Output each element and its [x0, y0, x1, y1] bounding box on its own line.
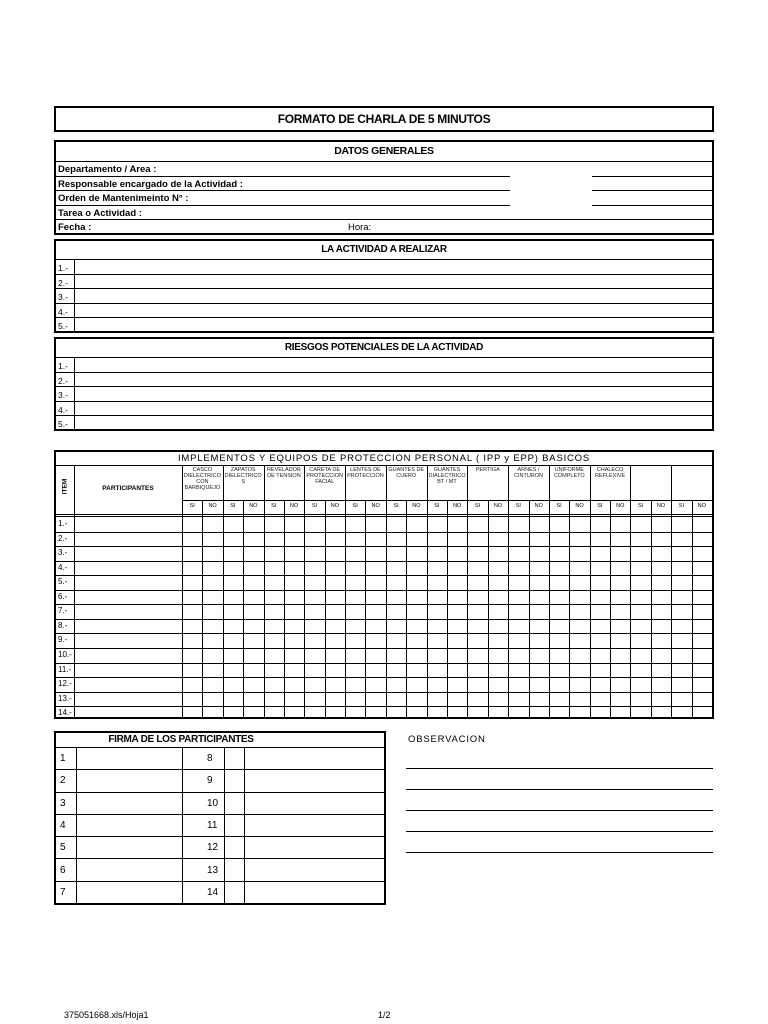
actividad-row-5: 5.- — [58, 321, 68, 331]
firma-signature-field[interactable] — [77, 837, 181, 857]
no-label: NO — [656, 503, 666, 509]
firma-signature-field[interactable] — [77, 793, 181, 813]
epp-row-number: 7.- — [58, 606, 68, 616]
epp-column-header: GUANTES DIALECTRICO BT / MT — [428, 467, 466, 485]
firma-left-number: 2 — [60, 775, 66, 787]
riesgos-section — [54, 337, 714, 431]
observacion-line-4[interactable] — [406, 831, 713, 832]
field-responsable-label: Responsable encargado de la Actividad : — [58, 179, 243, 190]
firma-right-number: 13 — [207, 864, 219, 876]
si-label: SI — [556, 503, 562, 509]
riesgos-row-1: 1.- — [58, 361, 68, 371]
firma-section — [54, 731, 386, 905]
no-label: NO — [412, 503, 421, 509]
firma-signature-field[interactable] — [245, 859, 385, 879]
firma-signature-field[interactable] — [245, 882, 385, 902]
riesgos-row-5: 5.- — [58, 419, 68, 429]
si-label: SI — [678, 503, 684, 509]
epp-row-number: 11.- — [58, 664, 72, 674]
si-label: SI — [230, 503, 236, 509]
field-hora-label: Hora: — [348, 222, 372, 233]
no-label: NO — [493, 503, 503, 509]
epp-row-number: 2.- — [58, 533, 68, 543]
input-line-responsable[interactable] — [56, 190, 510, 191]
no-label: NO — [289, 503, 299, 509]
no-label: NO — [534, 503, 543, 509]
si-label: SI — [393, 503, 399, 509]
no-label: NO — [697, 503, 706, 509]
no-label: NO — [453, 503, 462, 509]
field-departamento-label: Departamento / Area : — [58, 164, 157, 175]
actividad-row-4: 4.- — [58, 307, 68, 317]
riesgos-heading: RIESGOS POTENCIALES DE LA ACTIVIDAD — [284, 342, 484, 353]
epp-row-number: 5.- — [58, 577, 68, 587]
epp-column-header: PERTIGA — [475, 467, 500, 473]
input-line-extra-2[interactable] — [592, 190, 714, 191]
firma-right-number: 9 — [207, 775, 213, 787]
epp-row-number: 8.- — [58, 620, 68, 630]
input-line-departamento[interactable] — [56, 176, 510, 177]
input-line-extra-3[interactable] — [592, 205, 714, 206]
no-label: NO — [616, 503, 625, 509]
firma-signature-field[interactable] — [245, 748, 385, 768]
epp-row-number: 10.- — [58, 649, 72, 659]
si-label: SI — [597, 503, 603, 509]
epp-column-header: REVELADOR DE TENSION — [266, 467, 301, 479]
firma-signature-field[interactable] — [77, 882, 181, 902]
firma-right-number: 10 — [207, 797, 219, 809]
firma-left-number: 3 — [60, 797, 66, 809]
input-line-extra-1[interactable] — [592, 176, 714, 177]
epp-column-header: LENTES DE PROTECCION — [347, 467, 384, 479]
actividad-row-2: 2.- — [58, 278, 68, 288]
epp-row-number: 4.- — [58, 562, 68, 572]
no-label: NO — [575, 503, 584, 509]
firma-right-number: 8 — [207, 753, 213, 765]
observacion-line-3[interactable] — [406, 810, 713, 811]
riesgos-row-4: 4.- — [58, 405, 68, 415]
actividad-row-1: 1.- — [58, 263, 68, 273]
epp-column-header: ZAPATOS DIELECTRICO S — [224, 467, 262, 485]
si-label: SI — [638, 503, 644, 509]
field-tarea-label: Tarea o Actividad : — [58, 208, 142, 219]
firma-left-number: 1 — [60, 753, 66, 765]
si-label: SI — [271, 503, 277, 509]
firma-left-number: 4 — [60, 820, 66, 831]
epp-column-header: CASCO DIELECTRICO CON BARBIQUEJO — [183, 467, 221, 491]
observacion-line-5[interactable] — [406, 852, 713, 853]
epp-column-header: ARNES / CINTURON — [514, 467, 544, 479]
epp-row-number: 3.- — [58, 548, 68, 558]
epp-heading: IMPLEMENTOS Y EQUIPOS DE PROTECCION PERSONAL ( IPP y EPP) BASICOS — [177, 453, 591, 464]
epp-column-header: UNIFORME COMPLETO — [553, 467, 585, 479]
participantes-label: PARTICIPANTES — [102, 485, 154, 492]
actividad-row-3: 3.- — [58, 292, 68, 302]
epp-section — [54, 450, 714, 719]
firma-left-number: 7 — [60, 886, 66, 898]
no-label: NO — [249, 503, 258, 509]
datos-generales-section — [54, 140, 714, 235]
firma-signature-field[interactable] — [245, 770, 385, 790]
item-label: ITEM — [61, 478, 69, 495]
firma-signature-field[interactable] — [245, 793, 385, 813]
firma-heading: FIRMA DE LOS PARTICIPANTES — [108, 734, 254, 745]
firma-right-number: 12 — [207, 842, 219, 854]
field-fecha-label: Fecha : — [58, 222, 92, 233]
epp-row-number: 1.- — [58, 519, 68, 528]
riesgos-row-2: 2.- — [58, 376, 68, 386]
epp-row-number: 9.- — [58, 635, 68, 645]
actividad-heading: LA ACTIVIDAD A REALIZAR — [321, 244, 447, 255]
page-title: FORMATO DE CHARLA DE 5 MINUTOS — [277, 112, 491, 126]
si-label: SI — [515, 503, 521, 509]
datos-generales-heading: DATOS GENERALES — [334, 145, 434, 157]
epp-row-number: 14.- — [58, 708, 72, 718]
firma-signature-field[interactable] — [77, 770, 181, 790]
si-label: SI — [311, 503, 318, 509]
field-orden-label: Orden de Mantenimeinto N° : — [58, 193, 189, 204]
si-label: SI — [352, 503, 358, 509]
title-box — [54, 106, 714, 132]
firma-signature-field[interactable] — [77, 859, 181, 879]
firma-signature-field[interactable] — [77, 815, 181, 835]
footer-page: 1/2 — [378, 1010, 391, 1020]
firma-signature-field[interactable] — [245, 815, 385, 835]
firma-right-number: 11 — [207, 820, 218, 831]
firma-signature-field[interactable] — [77, 748, 181, 768]
footer-file: 375051668.xls/Hoja1 — [64, 1010, 149, 1020]
observacion-heading: OBSERVACION — [408, 734, 486, 745]
observacion-line-1[interactable] — [406, 768, 713, 769]
input-line-orden[interactable] — [56, 205, 510, 206]
epp-column-header: CHALECO REFLEXIVE — [594, 467, 626, 479]
epp-row-number: 6.- — [58, 591, 68, 601]
si-label: SI — [474, 503, 481, 509]
epp-column-header: GUANTES DE CUERO — [388, 467, 425, 479]
firma-left-number: 6 — [60, 864, 66, 876]
si-label: SI — [189, 503, 195, 509]
no-label: NO — [371, 503, 380, 509]
no-label: NO — [208, 503, 217, 509]
no-label: NO — [330, 503, 339, 509]
epp-grid — [56, 465, 712, 717]
firma-left-number: 5 — [60, 842, 66, 854]
firma-signature-field[interactable] — [245, 837, 385, 857]
si-label: SI — [434, 503, 440, 509]
epp-row-number: 13.- — [58, 693, 72, 703]
riesgos-row-3: 3.- — [58, 390, 68, 400]
epp-row-number: 12.- — [58, 679, 72, 689]
firma-right-number: 14 — [207, 886, 219, 898]
observacion-line-2[interactable] — [406, 789, 713, 790]
epp-column-header: CARETA DE PROTECCION FACIAL — [306, 467, 344, 485]
actividad-section — [54, 239, 714, 333]
